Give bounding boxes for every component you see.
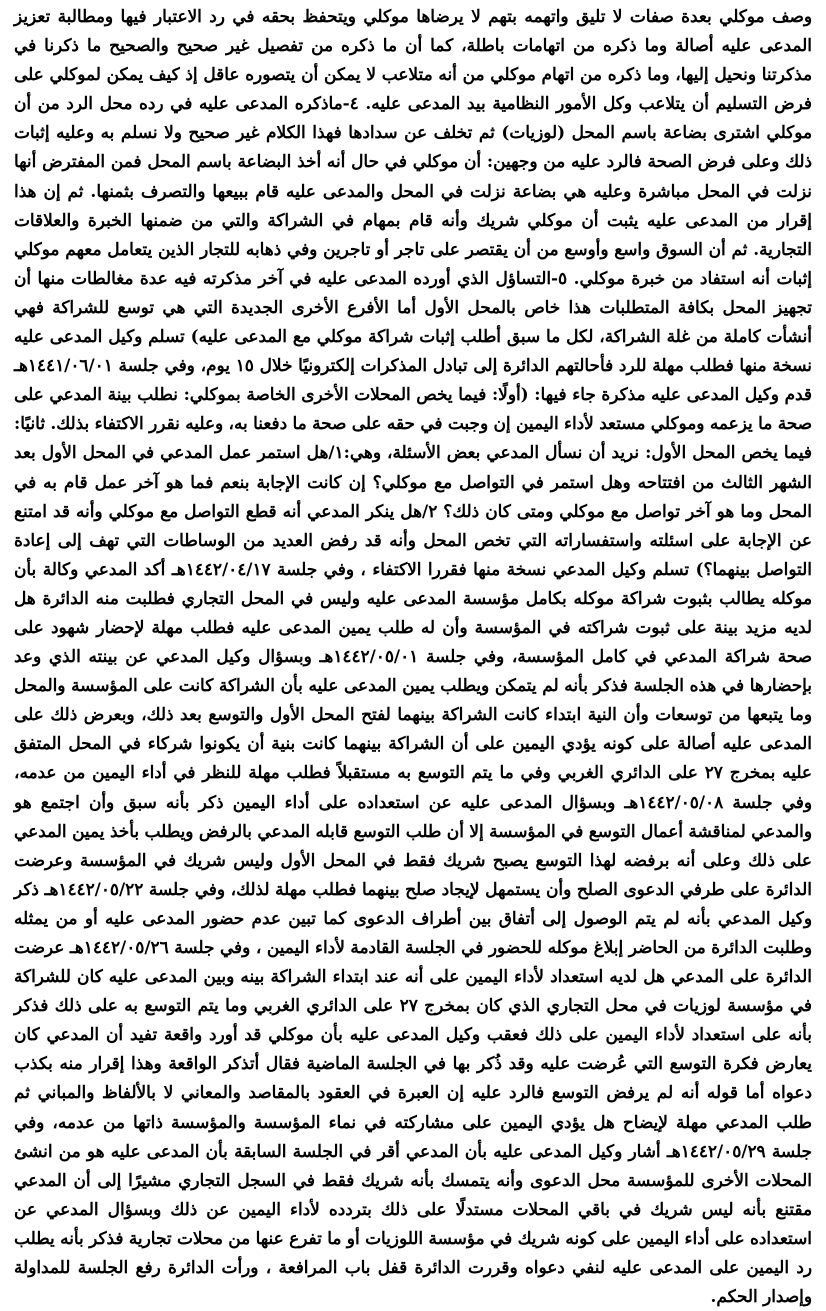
judgment-body-paragraph: وصف موكلي بعدة صفات لا تليق واتهمه بتهم لا يرضاها موكلي ويتحفظ بحقه في رد الاعتبار فيها ومطالبة تعزيز المدعى عليه أصالة وما ذكره من اتهامات باطلة، كما أن ما ذكره من تفصيل غير صحيح والصحيح ما ذكرنا في مذكرتنا ونحيل إليها، وما ذكره من اتهام موكلي من أنه متلاعب لا يمكن أن يتصوره عاقل إذ كيف يمكن لموكلي على فرض التسليم أن يتلاعب وكل الأمور النظامية بيد المدعى عليه. ٤-ماذكره المدعى عليه في رده محل الرد من أن موكلي اشترى بضاعة باسم المحل (لوزيات) ثم تخلف عن سدادها فهذا الكلام غير صحيح ولا نسلم به وعليه إثبات ذلك وعلى فرض الصحة فالرد عليه من وجهين: أن موكلي في حال أنه أخذ البضاعة باسم المحل فمن المفترض أنها نزلت في المحل مباشرة وعليه هي بضاعة نزلت في المحل والمدعى عليه قام ببيعها والتصرف بثمنها. ثم إن هذا إقرار من المدعى عليه يثبت أن موكلي شريك وأنه قام بمهام في الشراكة والتي من ضمنها الخبرة والعلاقات التجارية. ثم أن السوق واسع وأوسع من أن يقتصر على تاجر أو تاجرين وفي ذهابه للتجار الذين يتعامل معهم موكلي إثبات أنه استفاد من خبرة موكلي. ٥-التساؤل الذي أورده المدعى عليه في آخر مذكرته فيه عدة مغالطات منها أن تجهيز المحل بكافة المتطلبات هذا خاص بالمحل الأول أما الأفرع الأخرى الجديدة التي هي توسع للشراكة فهي أنشأت كاملة من غلة الشراكة، لكل ما سبق أطلب إثبات شراكة موكلي مع المدعى عليه) تسلم وكيل المدعى عليه نسخة منها فطلب مهلة للرد فأحالتهم الدائرة إلى تبادل المذكرات إلكترونيًا خلال ١٥ يوم، وفي جلسة ١٤٤١/٠٦/٠١هـ قدم وكيل المدعى عليه مذكرة جاء فيها: (أولًا: فيما يخص المحلات الأخرى الخاصة بموكلي: نطلب بينة المدعي على صحة ما يزعمه وموكلي مستعد لأداء اليمين إن وجبت في حقه على صحة ما دفعنا به، وعليه نقرر الاكتفاء بذلك. ثانيًا: فيما يخص المحل الأول: نريد أن نسأل المدعي بعض الأسئلة، وهي:١/هل استمر عمل المدعي في المحل الأول بعد الشهر الثالث من افتتاحه وهل استمر في التواصل مع موكلي؟ إن كانت الإجابة بنعم فما هو آخر عمل قام به في المحل وما هو آخر تواصل مع موكلي ومتى كان ذلك؟ ٢/هل ينكر المدعي أنه قطع التواصل مع موكلي وأنه قد امتنع عن الإجابة على اسئلته واستفساراته التي تخص المحل وأنه قد رفض العديد من الوساطات التي تهف إلى إعادة التواصل بينهما؟) تسلم وكيل المدعي نسخة منها فقررا الاكتفاء ، وفي جلسة ١٤٤٢/٠٤/١٧هـ أكد المدعي وكالة بأن موكله يطالب بثبوت شراكة موكله بكامل مؤسسة المدعى عليه وليس في المحل التجاري فطلبت منه الدائرة هل لديه مزيد بينة على ثبوت شراكته في المؤسسة وأن له طلب يمين المدعى عليه فطلب مهلة لإحضار شهود على صحة شراكة المدعي في كامل المؤسسة، وفي جلسة ١٤٤٢/٠٥/٠١هـ وبسؤال وكيل المدعي عن بينته الذي وعد بإحضارها في هذه الجلسة فذكر بأنه لم يتمكن ويطلب يمين المدعى عليه بأن الشراكة كانت على المؤسسة والمحل وما يتبعها من توسعات وأن النية ابتداء كانت الشراكة بينهما لفتح المحل الأول والتوسع بعد ذلك، وبعرض ذلك على المدعى عليه أصالة على كونه يؤدي اليمين على أن الشراكة بينهما كانت بنية أن يكونوا شركاء في المحل المتفق عليه بمخرج ٢٧ على الدائري الغربي وفي ما يتم التوسع به مستقبلاً فطلب مهلة للنظر في أداء اليمين من عدمه، وفي جلسة ١٤٤٢/٠٥/٠٨هـ وبسؤال المدعى عليه عن استعداده على أداء اليمين ذكر بأنه سبق وأن اجتمع هو والمدعي لمناقشة أعمال التوسع في المؤسسة إلا أن طلب التوسع قابله المدعي بالرفض ويطلب بأخذ يمين المدعي على ذلك وعلى أنه برفضه لهذا التوسع يصبح شريك فقط في المحل الأول وليس شريك في المؤسسة وعرضت الدائرة على طرفي الدعوى الصلح وأن يستمهل لإيجاد صلح بينهما فطلب مهلة لذلك، وفي جلسة ١٤٤٢/٠٥/٢٢هـ ذكر وكيل المدعي بأنه لم يتم الوصول إلى أتفاق بين أطراف الدعوى كما تبين عدم حضور المدعى عليه أو من يمثله وطلبت الدائرة من الحاضر إبلاغ موكله للحضور في الجلسة القادمة لأداء اليمين ، وفي جلسة ١٤٤٢/٠٥/٢٦هـ عرضت الدائرة على المدعي هل لديه استعداد لأداء اليمين على أنه عند ابتداء الشراكة بينه وبين المدعى عليه كان للشراكة في مؤسسة لوزيات في محل التجاري الذي كان بمخرج ٢٧ على الدائري الغربي وما يتم التوسع به على ذلك فذكر بأنه على استعداد لأداء اليمين على ذلك فعقب وكيل المدعى عليه بأن موكلي قد أورد واقعة تفيد أن المدعي كان يعارض فكرة التوسع التي عُرضت عليه وقد ذُكر بها في الجلسة الماضية فقال أتذكر الواقعة وهذا إقرار منه بكذب دعواه أما قوله أنه لم يرفض التوسع فالرد عليه إن العبرة في العقود بالمقاصد والمعاني لا بالألفاظ والمباني ثم طلب المدعي مهلة لإيضاح هل يؤدي اليمين على مشاركته في نماء المؤسسة والمؤسسة ذاتها من عدمه، وفي جلسة ١٤٤٢/٠٥/٢٩هـ أشار وكيل المدعى عليه بأن المدعي أقر في الجلسة السابقة بأن المدعى عليه هو من انشئ المحلات الأخرى للمؤسسة محل الدعوى وأنه يتمسك بأنه شريك فقط في السجل التجاري مشيرًا إلى أن المدعي مقتنع بأنه ليس شريك في باقي المحلات مستدلًا على ذلك بتردده لأداء اليمين عن ذلك وبسؤال المدعي عن استعداده على أداء اليمين على كونه شريك في مؤسسة اللوزيات أو ما تفرع عنها من محلات تجارية فذكر بأنه يطلب رد اليمين على المدعى عليه لنفي دعواه وقررت الدائرة قفل باب المرافعة ، ورأت الدائرة رفع الجلسة للمداولة وإصدار الحكم. (14, 6, 813, 1307)
